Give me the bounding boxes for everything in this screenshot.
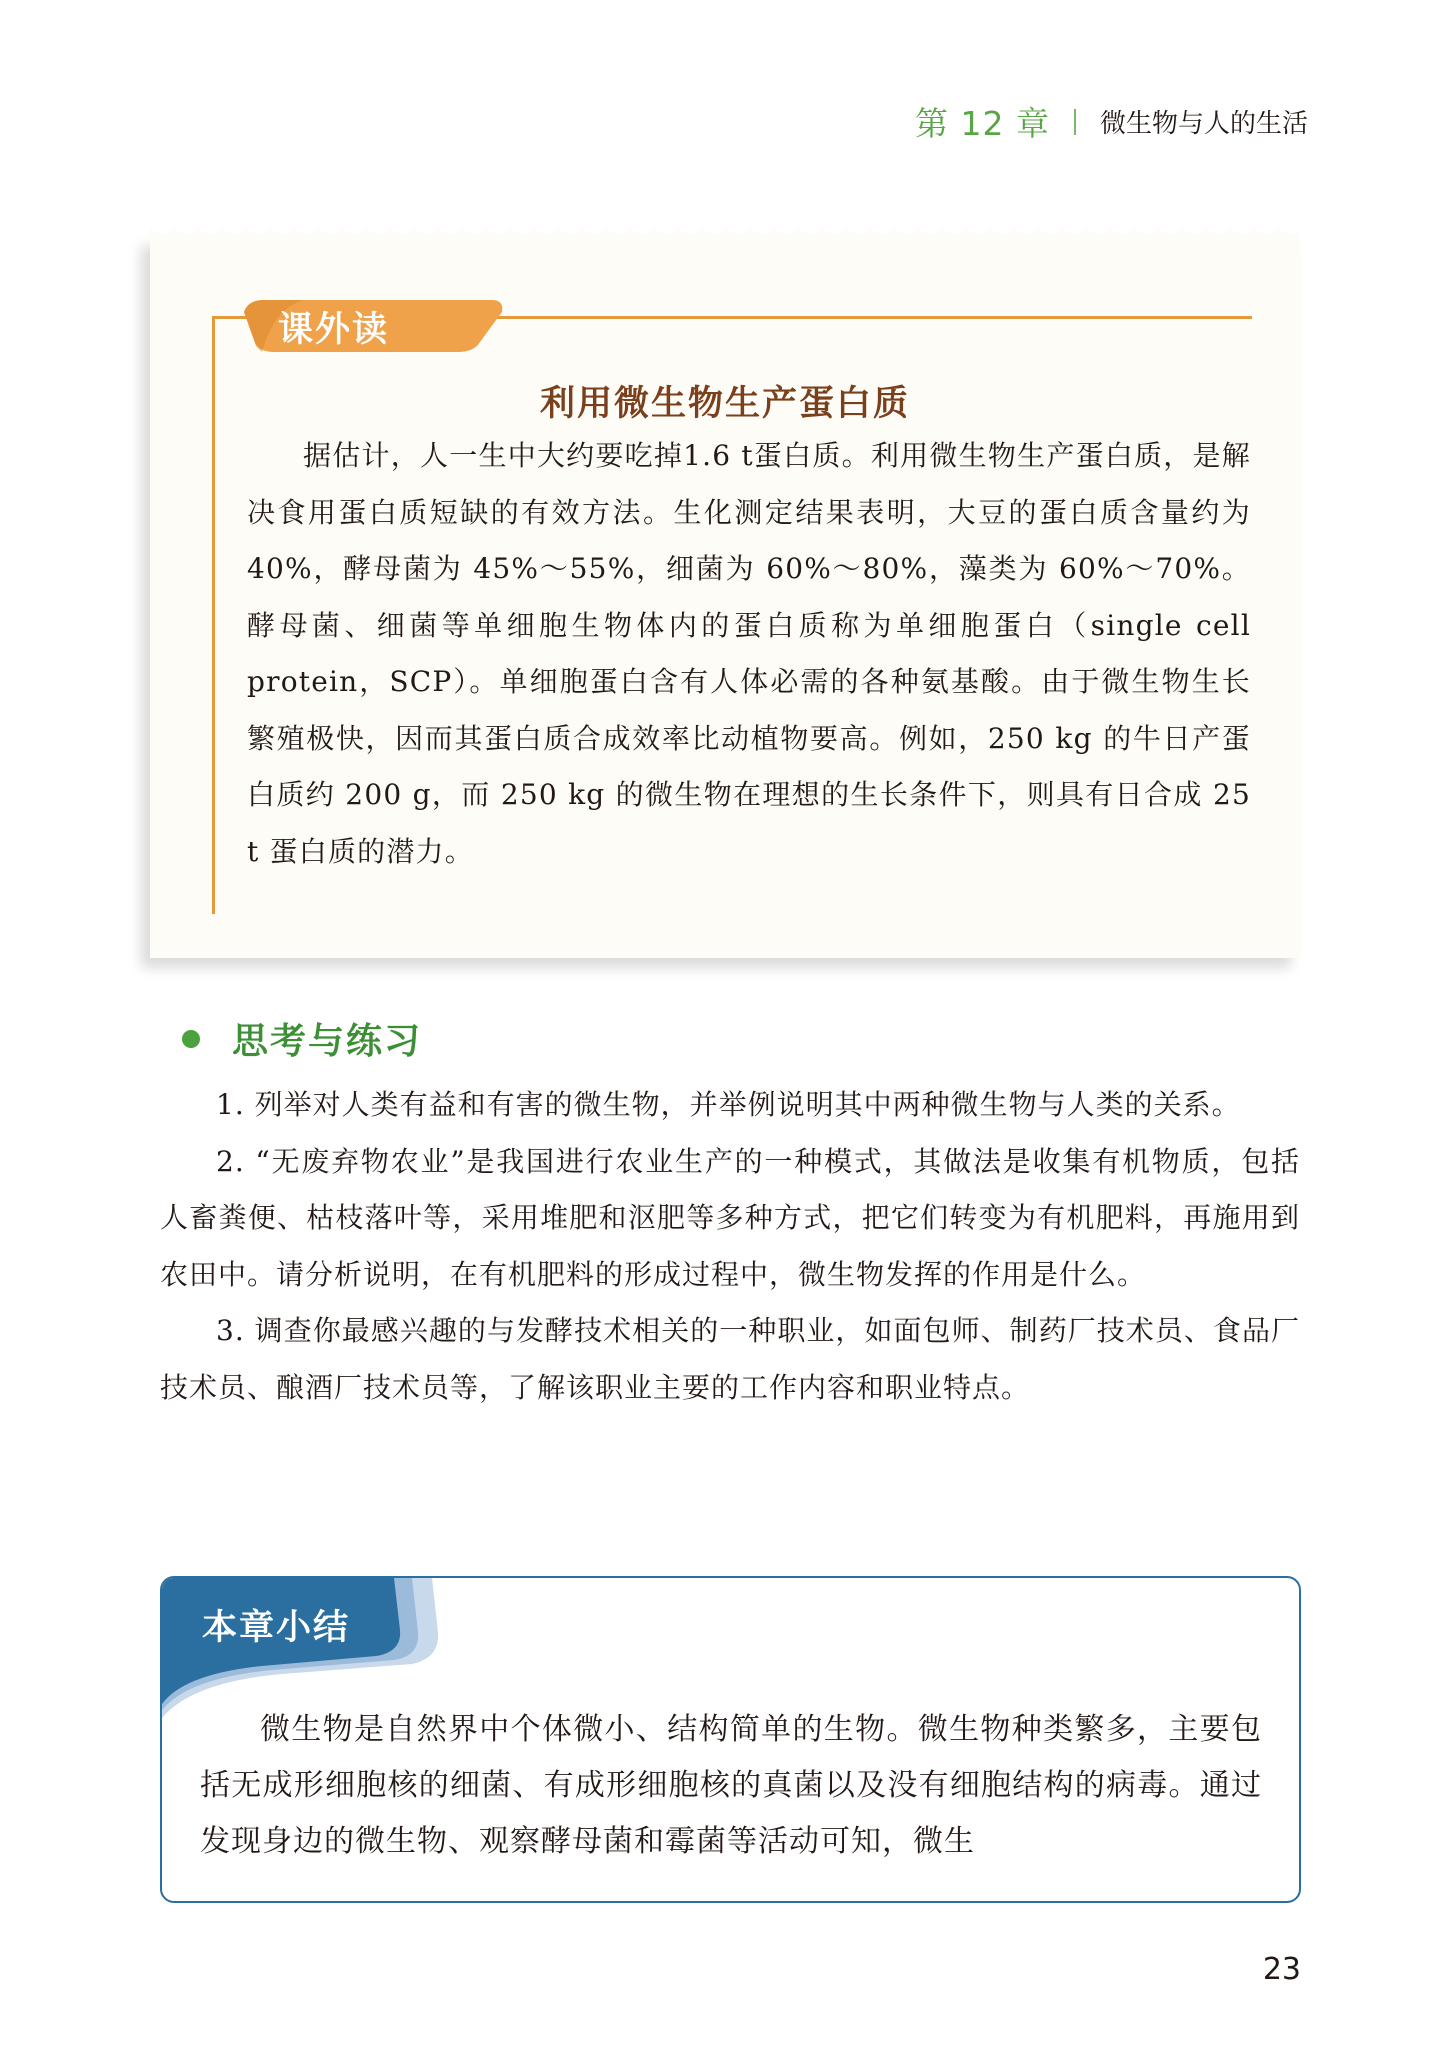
reading-tab-label: 课外读 (278, 309, 390, 350)
page-number: 23 (1262, 1952, 1301, 1987)
reading-body (247, 428, 1251, 880)
exercise-item-3: 3. 调查你最感兴趣的与发酵技术相关的一种职业，如面包师、制药厂技术员、食品厂技术员、酿酒厂技术员等，了解该职业主要的工作内容和职业特点。 (160, 1314, 1300, 1404)
exercises-title: 思考与练习 (232, 1020, 423, 1062)
running-header (915, 98, 1308, 145)
header-divider (1074, 109, 1076, 135)
summary-paragraph: 微生物是自然界中个体微小、结构简单的生物。微生物种类繁多，主要包括无成形细胞核的细菌、有成形细胞核的真菌以及没有细胞结构的病毒。通过发现身边的微生物、观察酵母菌和霉菌等活动可知，微生 (200, 1712, 1262, 1859)
exercises-heading (182, 1013, 422, 1064)
reading-title: 利用微生物生产蛋白质 (539, 383, 910, 424)
chapter-title: 微生物与人的生活 (1099, 109, 1308, 139)
bullet-dot-icon (182, 1030, 200, 1048)
zigzag-edge (150, 224, 1300, 238)
reading-paragraph: 据估计，人一生中大约要吃掉1.6 t蛋白质。利用微生物生产蛋白质，是解决食用蛋白质短缺的有效方法。生化测定结果表明，大豆的蛋白质含量约为 40%，酵母菌为 45%～55%，细菌为 60%～80%，藻类为 60%～70%。酵母菌、细菌等单细胞生物体内的蛋白质称为单细胞蛋白（single cell protein，SCP）。单细胞蛋白含有人体必需的各种氨基酸。由于微生物生长繁殖极快，因而其蛋白质合成效率比动植物要高。例如，250 kg 的牛日产蛋白质约 200 g，而 250 kg 的微生物在理想的生长条件下，则具有日合成 25 t 蛋白质的潜力。 (247, 439, 1251, 868)
exercises-list (160, 1077, 1300, 1416)
summary-body (200, 1702, 1262, 1870)
chapter-number: 第 12 章 (915, 104, 1050, 143)
summary-label: 本章小结 (202, 1607, 351, 1648)
extracurricular-reading-box (150, 236, 1300, 958)
exercise-item-1: 1. 列举对人类有益和有害的微生物，并举例说明其中两种微生物与人类的关系。 (216, 1088, 1241, 1121)
chapter-summary-box (160, 1576, 1301, 1903)
exercise-item-2: 2. “无废弃物农业”是我国进行农业生产的一种模式，其做法是收集有机物质，包括人畜粪便、枯枝落叶等，采用堆肥和沤肥等多种方式，把它们转变为有机肥料，再施用到农田中。请分析说明，在有机肥料的形成过程中，微生物发挥的作用是什么。 (160, 1144, 1300, 1291)
